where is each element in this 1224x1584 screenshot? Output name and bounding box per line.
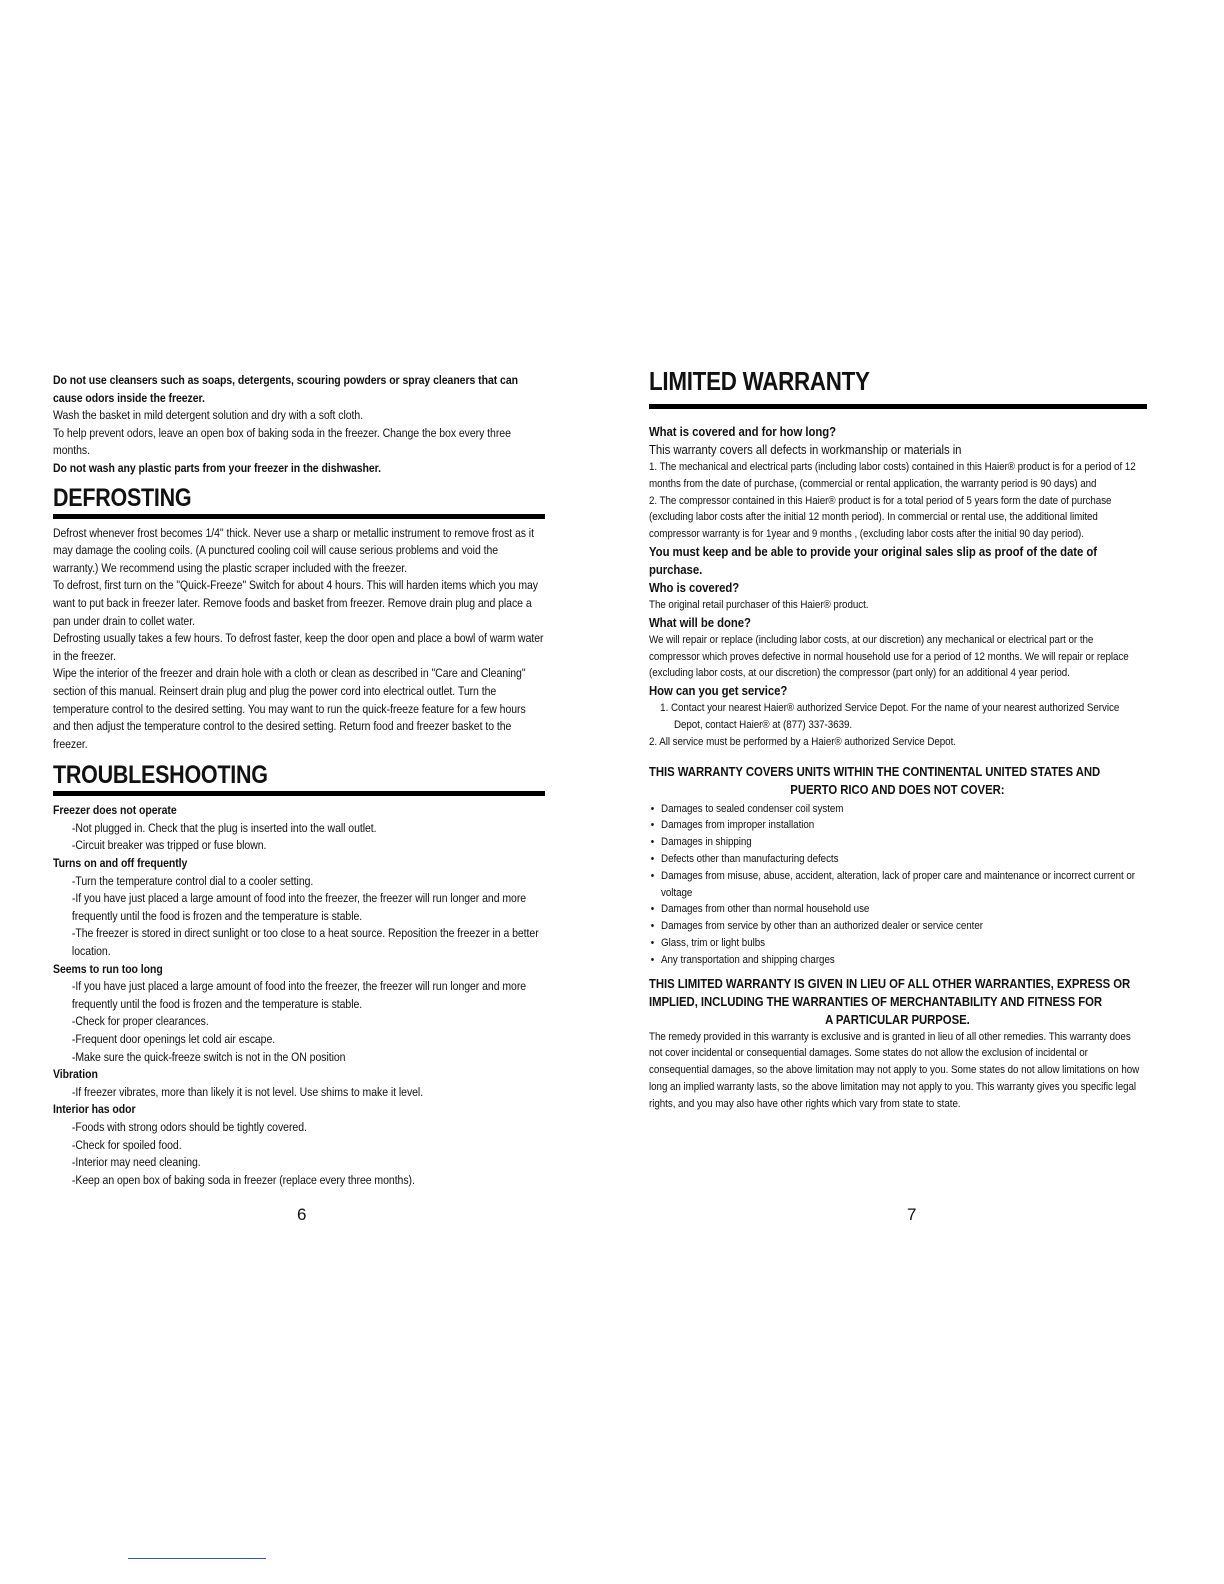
- trouble-title: Seems to run too long: [53, 961, 163, 976]
- list-item: • Defects other than manufacturing defects: [649, 851, 1146, 868]
- trouble-item: -Foods with strong odors should be tightly covered.: [71, 1119, 307, 1134]
- coverage-heading: PUERTO RICO AND DOES NOT COVER:: [790, 781, 1005, 797]
- warranty-text: 2. The compressor contained in this Haier® product is for a total period of 5 years form the date of purchase (excluding labor costs after the initial 12 month period). In commercial or rental use, the additional limited compressor warranty is for 1year and 9 months , (excluding labor costs after the initial 90 day period).: [649, 494, 1112, 541]
- trouble-item: -Interior may need cleaning.: [71, 1155, 201, 1170]
- warranty-question: What will be done?: [649, 614, 751, 630]
- warranty-text: We will repair or replace (including labor costs, at our discretion) any mechanical or electrical part or the compressor which proves defective in normal household use for a period of 12 months. We will repair or replace (excluding labor costs, at our discretion) the compressor (part only) for an additional 4 year period.: [649, 633, 1129, 680]
- right-page: [612, 0, 1224, 1584]
- page-number-left: 6: [297, 1205, 307, 1224]
- warranty-text: This warranty covers all defects in workmanship or materials in: [649, 442, 962, 457]
- trouble-item: -If you have just placed a large amount of food into the freezer, the freezer will run longer and more frequently until the food is frozen and the temperature is stable.: [71, 979, 527, 1011]
- page-number-right: 7: [907, 1205, 917, 1224]
- defrost-paragraph: To defrost, first turn on the "Quick-Freeze" Switch for about 4 hours. This will harden items which you may want to put back in freezer later. Remove foods and basket from freezer. Remove drain plug and place a pan under drain to collet water.: [53, 578, 538, 628]
- defrosting-rule: [53, 514, 545, 519]
- warranty-heading: LIMITED WARRANTY: [649, 366, 870, 396]
- trouble-item: -The freezer is stored in direct sunlight or too close to a heat source. Reposition the freezer in a better location.: [71, 926, 539, 959]
- trouble-item: -Check for spoiled food.: [71, 1137, 182, 1152]
- trouble-item: -Not plugged in. Check that the plug is inserted into the wall outlet.: [71, 820, 377, 835]
- list-item: • Damages to sealed condenser coil system: [649, 801, 1146, 818]
- warranty-rule: [649, 404, 1147, 409]
- list-item: • Any transportation and shipping charges: [649, 952, 1146, 969]
- list-item: • Damages from service by other than an authorized dealer or service center: [649, 918, 1146, 935]
- trouble-title: Turns on and off frequently: [53, 856, 188, 871]
- defrosting-heading: DEFROSTING: [53, 483, 192, 512]
- intro-line: Do not wash any plastic parts from your freezer in the dishwasher.: [53, 460, 381, 475]
- warranty-question: What is covered and for how long?: [649, 424, 836, 439]
- trouble-item: -If you have just placed a large amount of food into the freezer, the freezer will run longer and more frequently until the food is frozen and the temperature is stable.: [71, 891, 527, 923]
- list-item: • Damages in shipping: [649, 834, 1146, 851]
- trouble-item: -Check for proper clearances.: [71, 1014, 209, 1029]
- trouble-item: -Make sure the quick-freeze switch is not in the ON position: [71, 1049, 346, 1064]
- warranty-question: How can you get service?: [649, 683, 788, 699]
- trouble-item: -Circuit breaker was tripped or fuse blown.: [71, 838, 267, 853]
- right-column: [649, 366, 1147, 1113]
- limited-heading: A PARTICULAR PURPOSE.: [825, 1011, 970, 1027]
- list-item: • Damages from misuse, abuse, accident, alteration, lack of proper care and maintenance or incorrect current or voltage: [649, 868, 1146, 902]
- defrosting-body: [53, 525, 544, 754]
- trouble-title: Freezer does not operate: [53, 803, 177, 818]
- warranty-text: 2. All service must be performed by a Haier® authorized Service Depot.: [649, 735, 956, 748]
- bottom-underline: [128, 1558, 266, 1559]
- trouble-item: -Keep an open box of baking soda in freezer (replace every three months).: [71, 1172, 415, 1187]
- trouble-title: Vibration: [53, 1067, 98, 1082]
- warranty-body: [649, 423, 1146, 1113]
- warranty-text: The original retail purchaser of this Haier® product.: [649, 598, 869, 611]
- limited-heading: THIS LIMITED WARRANTY IS GIVEN IN LIEU OF ALL OTHER WARRANTIES, EXPRESS OR IMPLIED, INCLUDING THE WARRANTIES OF MERCHANTABILITY AND FITNESS FOR: [649, 975, 1131, 1009]
- remedy-text: The remedy provided in this warranty is exclusive and is granted in lieu of all other remedies. This warranty does not cover incidental or consequential damages. Some states do not allow the exclusion of incidental or consequential damages, so the above limitation may not apply to you. Some states do not allow limitations on how long an implied warranty lasts, so the above limitation may not apply to you. This warranty gives you specific legal rights, and you may also have other rights which vary from state to state.: [649, 1030, 1140, 1110]
- defrost-paragraph: Defrosting usually takes a few hours. To defrost faster, keep the door open and place a bowl of warm water in the freezer.: [53, 631, 544, 663]
- list-item: • Damages from improper installation: [649, 817, 1146, 834]
- troubleshooting-rule: [53, 791, 545, 796]
- not-covered-list: [649, 801, 1146, 969]
- defrost-paragraph: Wipe the interior of the freezer and drain hole with a cloth or clean as described in "Care and Cleaning" section of this manual. Reinsert drain plug and plug the power cord into electrical outlet. Turn the temperature control to the desired setting. You may want to run the quick-freeze feature for a few hours and then adjust the temperature control to the desired setting. Return food and freezer basket to the freezer.: [53, 666, 526, 751]
- troubleshooting-body: [53, 802, 544, 1189]
- care-intro: [53, 372, 544, 478]
- warranty-text: 1. Contact your nearest Haier® authorized Service Depot. For the name of your nearest authorized Service Depot, contact Haier® at (877) 337-3639.: [660, 702, 1120, 731]
- list-item: • Glass, trim or light bulbs: [649, 935, 1146, 952]
- warranty-text: 1. The mechanical and electrical parts (including labor costs) contained in this Haier® product is for a period of 12 months from the date of purchase, (commercial or rental application, the warranty period is 90 days) and: [649, 461, 1136, 490]
- trouble-title: Interior has odor: [53, 1102, 136, 1117]
- warranty-question: Who is covered?: [649, 579, 740, 595]
- troubleshooting-heading: TROUBLESHOOTING: [53, 761, 268, 790]
- warranty-keep-slip: You must keep and be able to provide your original sales slip as proof of the date of purchase.: [649, 543, 1097, 577]
- list-item: • Damages from other than normal household use: [649, 901, 1146, 918]
- intro-line: Wash the basket in mild detergent solution and dry with a soft cloth.: [53, 408, 364, 423]
- coverage-heading: THIS WARRANTY COVERS UNITS WITHIN THE CONTINENTAL UNITED STATES AND: [649, 763, 1101, 779]
- intro-line: To help prevent odors, leave an open box of baking soda in the freezer. Change the box every three months.: [53, 425, 511, 458]
- trouble-item: -If freezer vibrates, more than likely it is not level. Use shims to make it level.: [71, 1084, 424, 1099]
- defrost-paragraph: Defrost whenever frost becomes 1/4" thick. Never use a sharp or metallic instrument to remove frost as it may damage the cooling coils. (A punctured cooling coil will cause serious problems and void the warranty.) We recommend using the plastic scraper included with the freezer.: [53, 525, 534, 575]
- intro-line: Do not use cleansers such as soaps, detergents, scouring powders or spray cleaners that can cause odors inside the freezer.: [53, 373, 518, 405]
- left-column: [53, 372, 545, 1189]
- trouble-item: -Turn the temperature control dial to a cooler setting.: [71, 873, 314, 888]
- trouble-item: -Frequent door openings let cold air escape.: [71, 1032, 276, 1046]
